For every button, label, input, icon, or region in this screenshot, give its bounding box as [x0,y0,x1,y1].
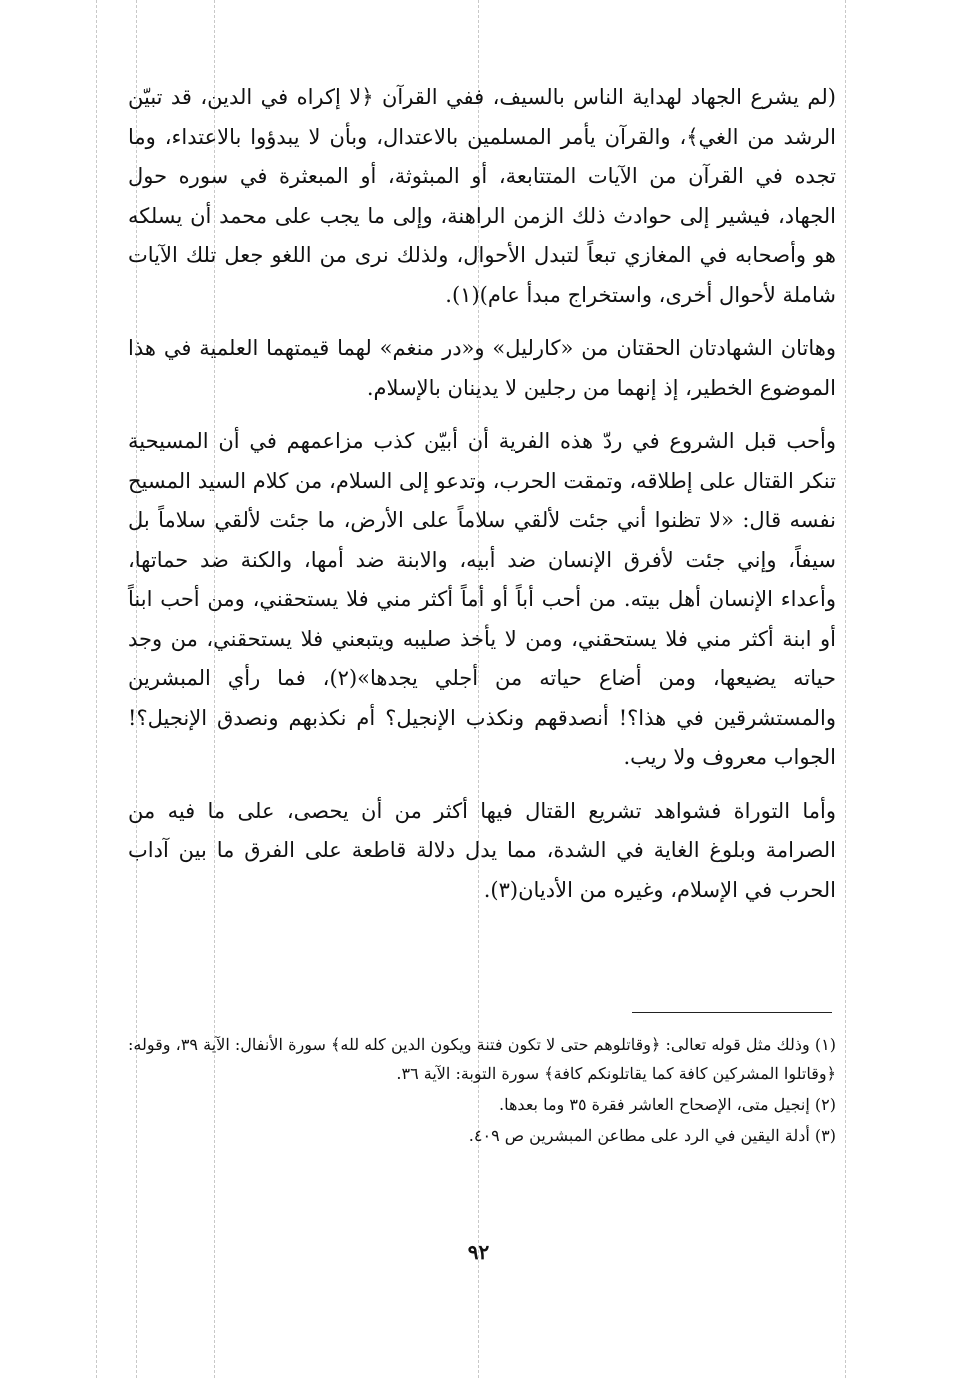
scan-guide-line [96,0,97,1378]
page-number: ٩٢ [467,1240,490,1264]
footnotes [128,1030,836,1152]
main-text [128,78,836,924]
paragraph-gospel: وأحب قبل الشروع في ردّ هذه الفرية أن أبيّن كذب مزاعمهم في أن المسيحية تنكر القتال على إطلاقه، وتمقت الحرب، وتدعو إلى السلام، من كلام السيد المسيح نفسه قال: «لا تظنوا أني جئت لألقي سلاماً على الأرض، ما جئت لألقي سلاماً بل سيفاً، وإني جئت لأفرق الإنسان ضد أبيه، والابنة ضد أمها، والكنة ضد حماتها، وأعداء الإنسان أهل بيته. من أحب أباً أو أماً أكثر مني فلا يستحقني، ومن أحب ابناً أو ابنة أكثر مني فلا يستحقني، ومن لا يأخذ صليبه ويتبعني فلا يستحقني، من وجد حياته يضيعها، ومن أضاع حياته من أجلي يجدها»(٢)، فما رأي المبشرين والمستشرقين في هذا؟! أنصدقهم ونكذب الإنجيل؟ أم نكذبهم ونصدق الإنجيل؟! الجواب معروف ولا ريب. [128,429,836,769]
footnote-2: (٢) إنجيل متى، الإصحاح العاشر فقرة ٣٥ وما بعدها. [499,1095,836,1114]
footnote-3: (٣) أدلة اليقين في الرد على مطاعن المبشرين ص ٤٠٩. [468,1126,836,1145]
paragraph-torah: وأما التوراة فشواهد تشريع القتال فيها أكثر من أن يحصى، على ما فيه من الصرامة وبلوغ الغاية في الشدة، مما يدل دلالة قاطعة على الفرق ما بين آداب الحرب في الإسلام، وغيره من الأديان(٣). [128,798,836,902]
footnote-1: (١) وذلك مثل قوله تعالى: ﴿وقاتلوهم حتى لا تكون فتنة ويكون الدين كله لله﴾ سورة الأنفال: الآية ٣٩، وقوله: ﴿وقاتلوا المشركين كافة كما يقاتلونكم كافة﴾ سورة التوبة: الآية ٣٦. [128,1035,836,1083]
paragraph-testimonies: وهاتان الشهادتان الحقتان من «كارليل» و«در منغم» لهما قيمتهما العلمية في هذا الموضوع الخطير، إذ إنهما من رجلين لا يدينان بالإسلام. [128,336,836,400]
scan-guide-line [845,0,846,1378]
paragraph-quote: (لم يشرع الجهاد لهداية الناس بالسيف، ففي القرآن ﴿لا إكراه في الدين، قد تبيّن الرشد من الغي﴾، والقرآن يأمر المسلمين بالاعتدال، وبأن لا يبدؤوا بالاعتداء، وما تجده في القرآن من الآيات المتتابعة، أو المبثوثة، أو المبعثرة في سوره حول الجهاد، فيشير إلى حوادث ذلك الزمن الراهنة، وإلى ما يجب على محمد أن يسلكه هو وأصحابه في المغازي تبعاً لتبدل الأحوال، ولذلك نرى من اللغو جعل تلك الآيات شاملة لأحوال أخرى، واستخراج مبدأ عام)(١). [128,85,836,307]
footnote-separator [632,1012,832,1013]
